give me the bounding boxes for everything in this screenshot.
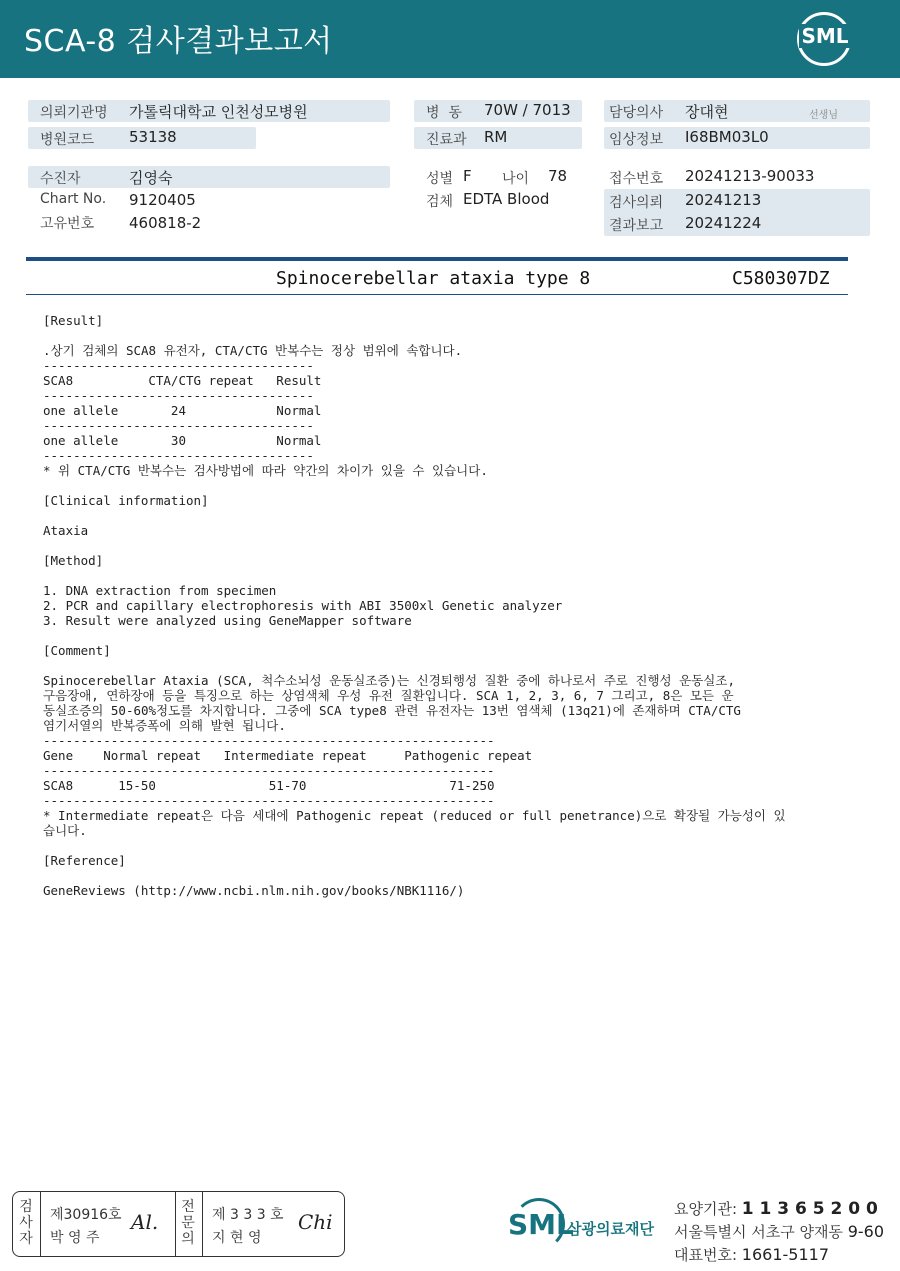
report-line: 염기서열의 반복증폭에 의해 발현 됩니다. (43, 718, 286, 733)
clinical-value: I68BM03L0 (685, 128, 769, 146)
signature-box (12, 1191, 345, 1257)
report-label: 결과보고 (609, 218, 664, 234)
report-rule: ------------------------------------------------------------ (43, 763, 495, 778)
report-line: [Reference] (43, 853, 126, 868)
report-line (43, 508, 786, 523)
examiner-license: 제30916호 (50, 1207, 122, 1223)
report-line (43, 478, 786, 493)
report-line: * Intermediate repeat은 다음 세대에 Pathogenic repeat (reduced or full penetrance)으로 확장될 가능성이 있 (43, 808, 786, 823)
report-line: Spinocerebellar Ataxia (SCA, 척수소뇌성 운동실조증)는 신경퇴행성 질환 중에 하나로서 주로 진행성 운동실조, (43, 673, 735, 688)
doctor-value: 장대현 (685, 103, 729, 121)
ward-label: 병 동 (426, 105, 462, 121)
report-rule: ------------------------------------ (43, 448, 314, 463)
footer-address (674, 1221, 884, 1242)
report-line: 습니다. (43, 823, 87, 838)
report-line (43, 328, 786, 343)
address-number: 9-60 (847, 1222, 885, 1241)
institution-label: 의뢰기관명 (40, 105, 108, 121)
report-line: 2. PCR and capillary electrophoresis with ABI 3500xl Genetic analyzer (43, 598, 563, 613)
report-line (43, 838, 786, 853)
sex-label: 성별 (426, 171, 454, 187)
dept-value: RM (484, 128, 508, 146)
specialist-signature: Chi (298, 1210, 333, 1234)
institution-value: 가톨릭대학교 인천성모병원 (129, 103, 308, 121)
test-name: Spinocerebellar ataxia type 8 (276, 268, 591, 289)
clinical-label: 임상정보 (609, 132, 664, 148)
chart-value: 9120405 (129, 191, 196, 209)
doctor-label: 담당의사 (609, 105, 664, 121)
report-line (43, 658, 786, 673)
footer-phone (674, 1244, 829, 1265)
specialist-license: 제 3 3 3 호 (212, 1207, 284, 1223)
phone-label: 대표번호: (674, 1246, 738, 1264)
report-line: SCA8 CTA/CTG repeat Result (43, 373, 322, 388)
unique-value: 460818-2 (129, 214, 202, 232)
sml-logo: SML (799, 24, 851, 48)
title-char: 자 (19, 1231, 33, 1247)
report-line: 구음장애, 연하장애 등을 특징으로 하는 상염색체 우성 유전 질환입니다. SCA 1, 2, 3, 6, 7 그리고, 8은 모든 운 (43, 688, 734, 703)
report-line: Gene Normal repeat Intermediate repeat Pathogenic repeat (43, 748, 533, 763)
examiner-title (18, 1199, 34, 1247)
footer-org-name: 삼광의료재단 (567, 1220, 654, 1238)
title-char: 사 (19, 1215, 33, 1231)
hospital-code-value: 53138 (129, 128, 177, 146)
specialist-title (180, 1199, 196, 1247)
title-char: 검 (19, 1199, 33, 1215)
phone-value: 1661-5117 (741, 1245, 830, 1264)
report-line: * 위 CTA/CTG 반복수는 검사방법에 따라 약간의 차이가 있을 수 있습니다. (43, 463, 488, 478)
report-line (43, 538, 786, 553)
report-line (43, 868, 786, 883)
unique-label: 고유번호 (40, 216, 95, 232)
hospital-code-label: 병원코드 (40, 132, 95, 148)
receipt-label: 접수번호 (609, 171, 664, 187)
report-line: [Clinical information] (43, 493, 209, 508)
report-line (43, 628, 786, 643)
request-value: 20241213 (685, 191, 762, 209)
report-line: SCA8 15-50 51-70 71-250 (43, 778, 495, 793)
age-label: 나이 (502, 171, 530, 187)
age-value: 78 (548, 167, 568, 185)
report-rule: ------------------------------------ (43, 388, 314, 403)
code-value: 1 1 3 6 5 2 0 0 (741, 1199, 878, 1219)
report-line (43, 568, 786, 583)
patient-label: 수진자 (40, 171, 81, 187)
title-char: 문 (181, 1215, 195, 1231)
report-line: [Result] (43, 313, 104, 328)
report-line: [Comment] (43, 643, 111, 658)
footer-institution-code (674, 1198, 878, 1219)
examiner-name: 박 영 주 (50, 1230, 100, 1246)
specialist-name: 지 현 영 (212, 1230, 262, 1246)
report-line: GeneReviews (http://www.ncbi.nlm.nih.gov/books/NBK1116/) (43, 883, 465, 898)
report-rule: ------------------------------------ (43, 418, 314, 433)
chart-label: Chart No. (40, 191, 107, 207)
report-line: [Method] (43, 553, 104, 568)
report-line: one allele 24 Normal (43, 403, 322, 418)
report-line: 동실조증의 50-60%정도를 차지합니다. 그중에 SCA type8 관련 유전자는 13번 염색체 (13q21)에 존재하며 CTA/CTG (43, 703, 741, 718)
test-code: C580307DZ (732, 268, 830, 289)
report-rule: ------------------------------------------------------------ (43, 733, 495, 748)
sex-value: F (463, 167, 472, 185)
sig-divider (202, 1192, 203, 1256)
report-header (0, 0, 900, 78)
report-rule: ------------------------------------ (43, 358, 314, 373)
patient-box (28, 166, 390, 188)
footer-logo: SML (508, 1208, 574, 1241)
receipt-value: 20241213-90033 (685, 167, 815, 185)
report-body (43, 313, 786, 898)
specimen-label: 검체 (426, 194, 454, 210)
report-line: .상기 검체의 SCA8 유전자, CTA/CTG 반복수는 정상 범위에 속합니다. (43, 343, 463, 358)
title-char: 전 (181, 1199, 195, 1215)
report-line: 3. Result were analyzed using GeneMapper software (43, 613, 412, 628)
report-title: SCA-8 검사결과보고서 (24, 24, 333, 59)
examiner-signature: Al. (131, 1210, 159, 1234)
request-label: 검사의뢰 (609, 195, 664, 211)
code-label: 요양기관: (674, 1200, 738, 1218)
report-value: 20241224 (685, 214, 762, 232)
sig-divider (175, 1192, 176, 1256)
report-line: Ataxia (43, 523, 89, 538)
ward-value: 70W / 7013 (484, 101, 571, 119)
title-char: 의 (181, 1231, 195, 1247)
report-line: 1. DNA extraction from specimen (43, 583, 277, 598)
address-text: 서울특별시 서초구 양재동 (674, 1223, 843, 1241)
patient-value: 김영숙 (129, 169, 173, 187)
report-line: one allele 30 Normal (43, 433, 322, 448)
sig-divider (40, 1192, 41, 1256)
report-rule: ------------------------------------------------------------ (43, 793, 495, 808)
specimen-value: EDTA Blood (463, 190, 550, 208)
dept-label: 진료과 (426, 132, 467, 148)
divider-thin (26, 294, 848, 295)
doctor-suffix: 선생님 (809, 110, 838, 121)
divider-thick (26, 257, 848, 261)
